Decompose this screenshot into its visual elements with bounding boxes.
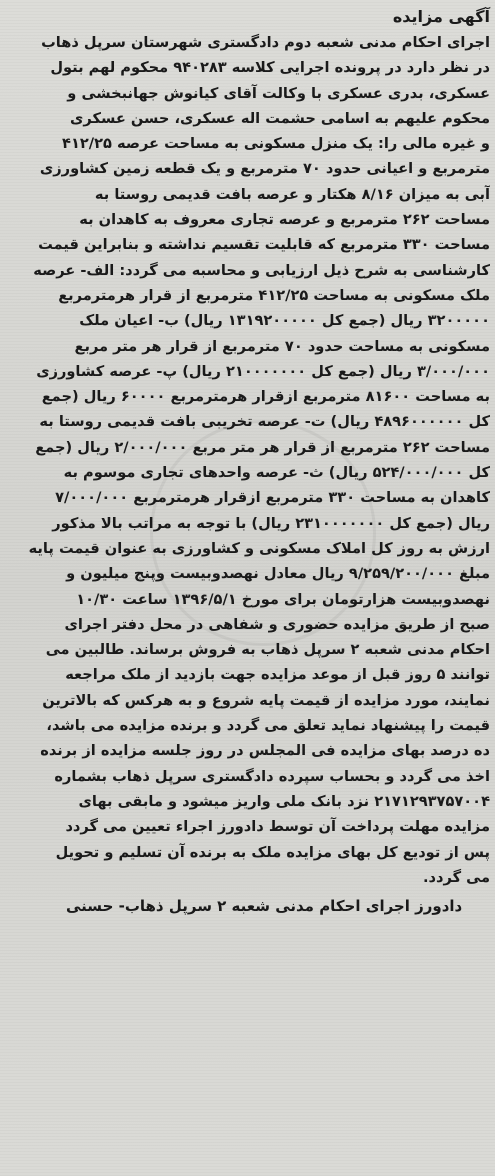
notice-body-line: ملک مسکونی به مساحت ۴۱۲/۲۵ مترمربع از قرار هرمترمربع	[58, 286, 490, 304]
notice-body-line: ۳/۰۰۰/۰۰۰ ریال (جمع کل ۲۱۰۰۰۰۰۰۰ ریال) پ- عرصه کشاورزی	[36, 362, 490, 380]
notice-body-line: کاهدان به مساحت ۳۳۰ مترمربع ازقرار هرمترمربع ۷/۰۰۰/۰۰۰	[55, 489, 490, 507]
notice-body-line: اخذ می گردد و بحساب سپرده دادگستری سرپل ذهاب بشماره	[54, 767, 490, 785]
notice-body-line: مبلغ ۹/۲۵۹/۲۰۰/۰۰۰ ریال معادل نهصدوبیست وپنج میلیون و	[66, 565, 490, 583]
auction-notice	[6, 4, 490, 920]
notice-body-line: ۲۱۷۱۲۹۳۷۵۷۰۰۴ نزد بانک ملی واریز میشود و مابقی بهای	[78, 792, 490, 810]
notice-body-line: احکام مدنی شعبه ۲ سرپل ذهاب به فروش برساند. طالبین می	[45, 641, 490, 659]
notice-body-line: ده درصد بهای مزایده فی المجلس در روز جلسه مزایده از برنده	[40, 742, 490, 760]
notice-body-line: به مساحت ۸۱۶۰۰ مترمربع ازقرار هرمترمربع ۶۰۰۰۰ ریال (جمع	[41, 388, 490, 406]
notice-signature: دادورز اجرای احکام مدنی شعبه ۲ سرپل ذهاب- حسنی	[66, 897, 463, 916]
notice-body-line: پس از تودیع کل بهای مزایده ملک به برنده آن تسلیم و تحویل	[55, 843, 490, 861]
notice-body-line: در نظر دارد در پرونده اجرایی کلاسه ۹۴۰۲۸۳ محکوم لهم بتول	[50, 59, 490, 77]
notice-body-line: کل ۵۲۴/۰۰۰/۰۰۰ ریال) ث- عرصه واحدهای تجاری موسوم به	[63, 464, 490, 482]
notice-body-line: مترمربع و اعیانی حدود ۷۰ مترمربع و یک قطعه زمین کشاورزی	[39, 160, 490, 178]
notice-body-line: مساحت ۲۶۲ مترمربع و عرصه تجاری معروف به کاهدان به	[79, 211, 490, 229]
notice-body	[6, 30, 490, 890]
notice-body-line: محکوم علیهم به اسامی حشمت اله عسکری، حسن عسکری	[70, 109, 490, 127]
notice-body-line: مسکونی به مساحت حدود ۷۰ مترمربع از قرار هر متر مربع	[74, 337, 490, 355]
notice-body-line: صبح از طریق مزایده حضوری و شفاهی در محل دفتر اجرای	[64, 615, 490, 633]
notice-body-line: قیمت را پیشنهاد نماید تعلق می گردد و برنده مزایده می باشد،	[46, 717, 490, 735]
notice-body-line: نهصدوبیست هزارتومان برای مورخ ۱۳۹۶/۵/۱ ساعت ۱۰/۳۰	[76, 590, 490, 608]
notice-body-line: اجرای احکام مدنی شعبه دوم دادگستری شهرستان سرپل ذهاب	[41, 34, 490, 51]
notice-body-line: مساحت ۲۶۲ مترمربع از قرار هر متر مربع ۲/۰۰۰/۰۰۰ ریال (جمع	[35, 438, 490, 456]
notice-body-line: توانند ۵ روز قبل از موعد مزایده جهت بازدید از ملک مراجعه	[65, 666, 490, 684]
notice-body-line: مزایده مهلت پرداخت آن توسط دادورز اجراء تعیین می گردد	[65, 818, 490, 836]
notice-body-line: مساحت ۳۳۰ مترمربع که قابلیت تقسیم نداشته و بنابراین قیمت	[38, 236, 490, 254]
notice-body-line: آبی به میزان ۸/۱۶ هکتار و عرصه بافت قدیمی روستا به	[94, 185, 490, 203]
notice-body-line: ارزش به روز کل املاک مسکونی و کشاورزی به عنوان قیمت پایه	[28, 539, 490, 557]
notice-title: آگهی مزایده	[392, 7, 490, 26]
notice-body-line: ریال (جمع کل ۲۳۱۰۰۰۰۰۰۰ ریال) با توجه به مراتب بالا مذکور	[52, 514, 490, 532]
notice-body-line: کارشناسی به شرح ذیل ارزیابی و محاسبه می گردد: الف- عرصه	[33, 261, 490, 279]
notice-body-line: نمایند، مورد مزایده از قیمت پایه شروع و به هرکس که بالاترین	[42, 691, 490, 709]
notice-body-line: عسکری، بدری عسکری با وکالت آقای کیانوش جهانبخشی و	[67, 84, 490, 102]
notice-body-line: و غیره مالی را: یک منزل مسکونی به مساحت عرصه ۴۱۲/۲۵	[62, 135, 490, 153]
notice-body-line: می گردد.	[423, 868, 490, 886]
notice-body-line: ۳۲۰۰۰۰۰ ریال (جمع کل ۱۳۱۹۲۰۰۰۰۰ ریال) ب- اعیان ملک	[79, 312, 490, 330]
notice-body-line: کل ۴۸۹۶۰۰۰۰۰۰ ریال) ت- عرصه تخریبی بافت قدیمی روستا به	[39, 413, 490, 431]
